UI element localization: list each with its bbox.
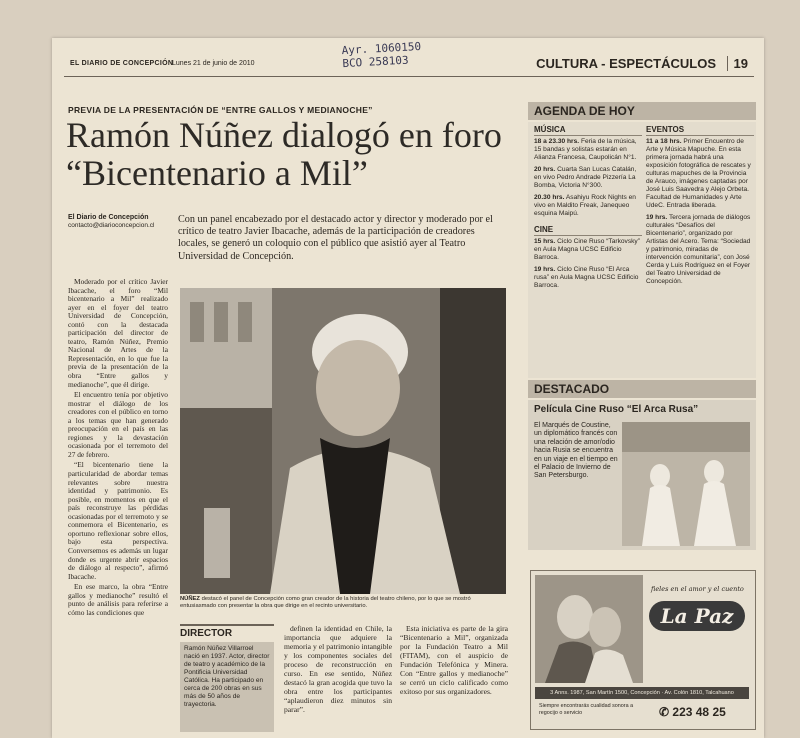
cine-heading: CINE (534, 226, 642, 236)
agenda-text: Primer Encuentro de Arte y Música Mapuche. En esta primera jornada habrá una exposición fotográfica de rescates y culturas mapuches de la Provincia de Arauco, imágenes captadas por José Luis Saavedra y Alejo Orbeta. Facultad de Humanidades y Arte UdeC. Entrada liberada. (646, 138, 751, 209)
agenda-text: Tercera jornada de diálogos culturales “Desafíos del Bicentenario”, organizado por Artistas del Acero. Tema: “Sociedad y patrimonio, miradas de intervención comunitaria”, con José Cerda y Luis Rodríguez en el Foyer del Teatro Universidad de Concepción. (646, 214, 751, 285)
section-name: CULTURA - ESPECTÁCULOS (536, 56, 716, 71)
article-byline (68, 214, 168, 230)
agenda-time: 11 a 18 hrs. (646, 138, 682, 145)
agenda-item (646, 138, 754, 210)
agenda-time: 19 hrs. (646, 214, 668, 221)
body-paragraph: El encuentro tenía por objetivo mostrar el diálogo de los creadores con el público en torno a los temas que han generado preocupación en el país en las regiones y la devastación ocasionada por el terremoto del 27 de febrero. (68, 390, 168, 459)
ad-logo: La Paz (649, 601, 745, 631)
ad-couple-illustration (535, 575, 643, 683)
ad-slogan: fieles en el amor y el cuento (651, 585, 744, 593)
agenda-time: 20 hrs. (534, 166, 556, 173)
article-photo (180, 288, 506, 594)
sidebar-title: DIRECTOR (180, 624, 274, 639)
agenda-time: 15 hrs. (534, 238, 556, 245)
destacado-title: DESTACADO (528, 380, 756, 398)
agenda-text: Feria de la música, 15 bandas y solistas estarán en Alianza Francesa, Caupolicán N°1. (534, 138, 637, 161)
agenda-item (534, 238, 642, 262)
photo-caption (180, 596, 508, 610)
masthead (64, 56, 754, 77)
article-column-3 (284, 624, 392, 714)
agenda-item (646, 214, 754, 286)
article-lead: Con un panel encabezado por el destacado actor y director y moderado por el crítico de teatro Javier Ibacache, además de la participación de creadores locales, se generó un coloquio con el público que asistió ayer al Teatro Universidad de Concepción. (178, 214, 493, 262)
stamp-line-2: BCO 258103 (342, 53, 409, 71)
article-headline: Ramón Núñez dialogó en foro “Bicentenario a Mil” (66, 115, 502, 193)
newspaper-page (52, 38, 764, 738)
body-paragraph: Esta iniciativa es parte de la gira “Bicentenario a Mil”, organizada por la Fundación Teatro a Mil (FITAM), con el auspicio de Fundación Telefónica y Minera. Con “Entre gallos y medianoche” se cerró un ciclo calificado como exitoso por sus organizadores. (400, 624, 508, 696)
newspaper-name: EL DIARIO DE CONCEPCIÓN (70, 60, 174, 67)
agenda-right-column (646, 126, 754, 290)
agenda-item (534, 194, 642, 218)
portrait-illustration (180, 288, 506, 594)
agenda-text: Ciclo Cine Ruso “El Arca rusa” en Aula Magna UCSC Edificio Barroca. (534, 266, 639, 289)
body-paragraph: definen la identidad en Chile, la importancia que adquiere la memoria y el patrimonio intangible y los componentes sociales del proceso de reconstrucción en curso. En ese sentido, Núñez destacó la gran acogida que tuvo la obra entre los participantes “aplaudieron diez minutos sin parar”. (284, 624, 392, 714)
phone-icon: ✆ (659, 705, 670, 719)
sidebar-text: Ramón Núñez Villarroel nació en 1937. Actor, director de teatro y académico de la Pontificia Universidad Católica. Ha participado en cerca de 200 obras en sus más de 50 años de trayectoria. (180, 642, 274, 732)
ad-addresses: 3 Anns. 1987, San Martín 1500, Concepción · Av. Colón 1810, Talcahuano (535, 687, 749, 699)
body-paragraph: Moderado por el crítico Javier Ibacache, el foro “Mil bicentenario a Mil” realizado ayer en el foyer del teatro Universidad de Concepción, contó con la destacada participación del director de teatro, Ramón Núñez, Premio Nacional de Artes de la Representación, en lo que fue la previa de la presentación de la obra “Entre gallos y medianoche”, que él dirige. (68, 277, 168, 389)
agenda-left-column (534, 126, 642, 294)
ad-phone (659, 705, 726, 719)
agenda-item (534, 166, 642, 190)
caption-text: destacó el panel de Concepción como gran creador de la historia del teatro chileno, por lo que se mostró entusiasmado con presentar la obra que dirige en el recinto universitario. (180, 596, 471, 609)
destacado-text: El Marqués de Coustine, un diplomático francés con una relación de amor/odio hacia Rusia se encuentra en un viaje en el tiempo en el Palacio de Invierno de San Petersburgo. (534, 422, 618, 480)
page-number: 19 (727, 56, 748, 71)
agenda-text: Cuarta San Lucas Catalán, en vivo Pedro Andrade Pizzería La Bomba, Victoria N°300. (534, 166, 637, 189)
ad-photo (535, 575, 643, 683)
stamp-line-1: Ayr. 1060150 (341, 39, 422, 58)
film-still-illustration (622, 422, 750, 546)
article-body (68, 278, 168, 619)
agenda-time: 19 hrs. (534, 266, 556, 273)
agenda-text: Ciclo Cine Ruso “Tarkovsky” en Aula Magna UCSC Edificio Barroca. (534, 238, 640, 261)
destacado-box (528, 400, 756, 550)
advertisement (530, 570, 756, 730)
ad-phone-number: 223 48 25 (672, 705, 726, 719)
agenda-title: AGENDA DE HOY (528, 102, 756, 120)
caption-name: NÚÑEZ (180, 596, 200, 602)
agenda-item (534, 138, 642, 162)
byline-email: contacto@diarioconcepcion.cl (68, 222, 155, 229)
byline-name: El Diario de Concepción (68, 214, 149, 221)
ad-note: Siempre encontrarás cualidad sonora a regocijo o servicio (539, 703, 634, 716)
agenda-text: Asahiyu Rock Nights en vivo en Maldito Freak, Janequeo esquina Maipú. (534, 194, 636, 217)
body-paragraph: En ese marco, la obra “Entre gallos y medianoche” resultó el punto de análisis para referirse a cómo las condiciones que (68, 582, 168, 617)
body-paragraph: “El bicentenario tiene la particularidad de abordar temas relevantes sobre nuestra identidad y patrimonio. Es posible, en momentos en que el país reconstruye las pérdidas ocasionadas por el terremoto y se conmemora el Bicentenario, es oportuno reflexionar sobre ellos, bajo esta perspectiva. Conversemos es además un lugar donde es urgente abrir espacios de diálogo al respecto”, afirmó Ibacache. (68, 460, 168, 581)
agenda-box (528, 122, 756, 378)
agenda-time: 20.30 hrs. (534, 194, 565, 201)
film-still-photo (622, 422, 750, 546)
article-column-4 (400, 624, 508, 696)
eventos-heading: EVENTOS (646, 126, 754, 136)
agenda-item (534, 266, 642, 290)
musica-heading: MÚSICA (534, 126, 642, 136)
agenda-time: 18 a 23.30 hrs. (534, 138, 580, 145)
destacado-headline: Película Cine Ruso “El Arca Rusa” (534, 404, 699, 415)
issue-date: Lunes 21 de junio de 2010 (172, 60, 255, 67)
article-kicker: PREVIA DE LA PRESENTACIÓN DE “ENTRE GALLOS Y MEDIANOCHE” (68, 105, 373, 115)
